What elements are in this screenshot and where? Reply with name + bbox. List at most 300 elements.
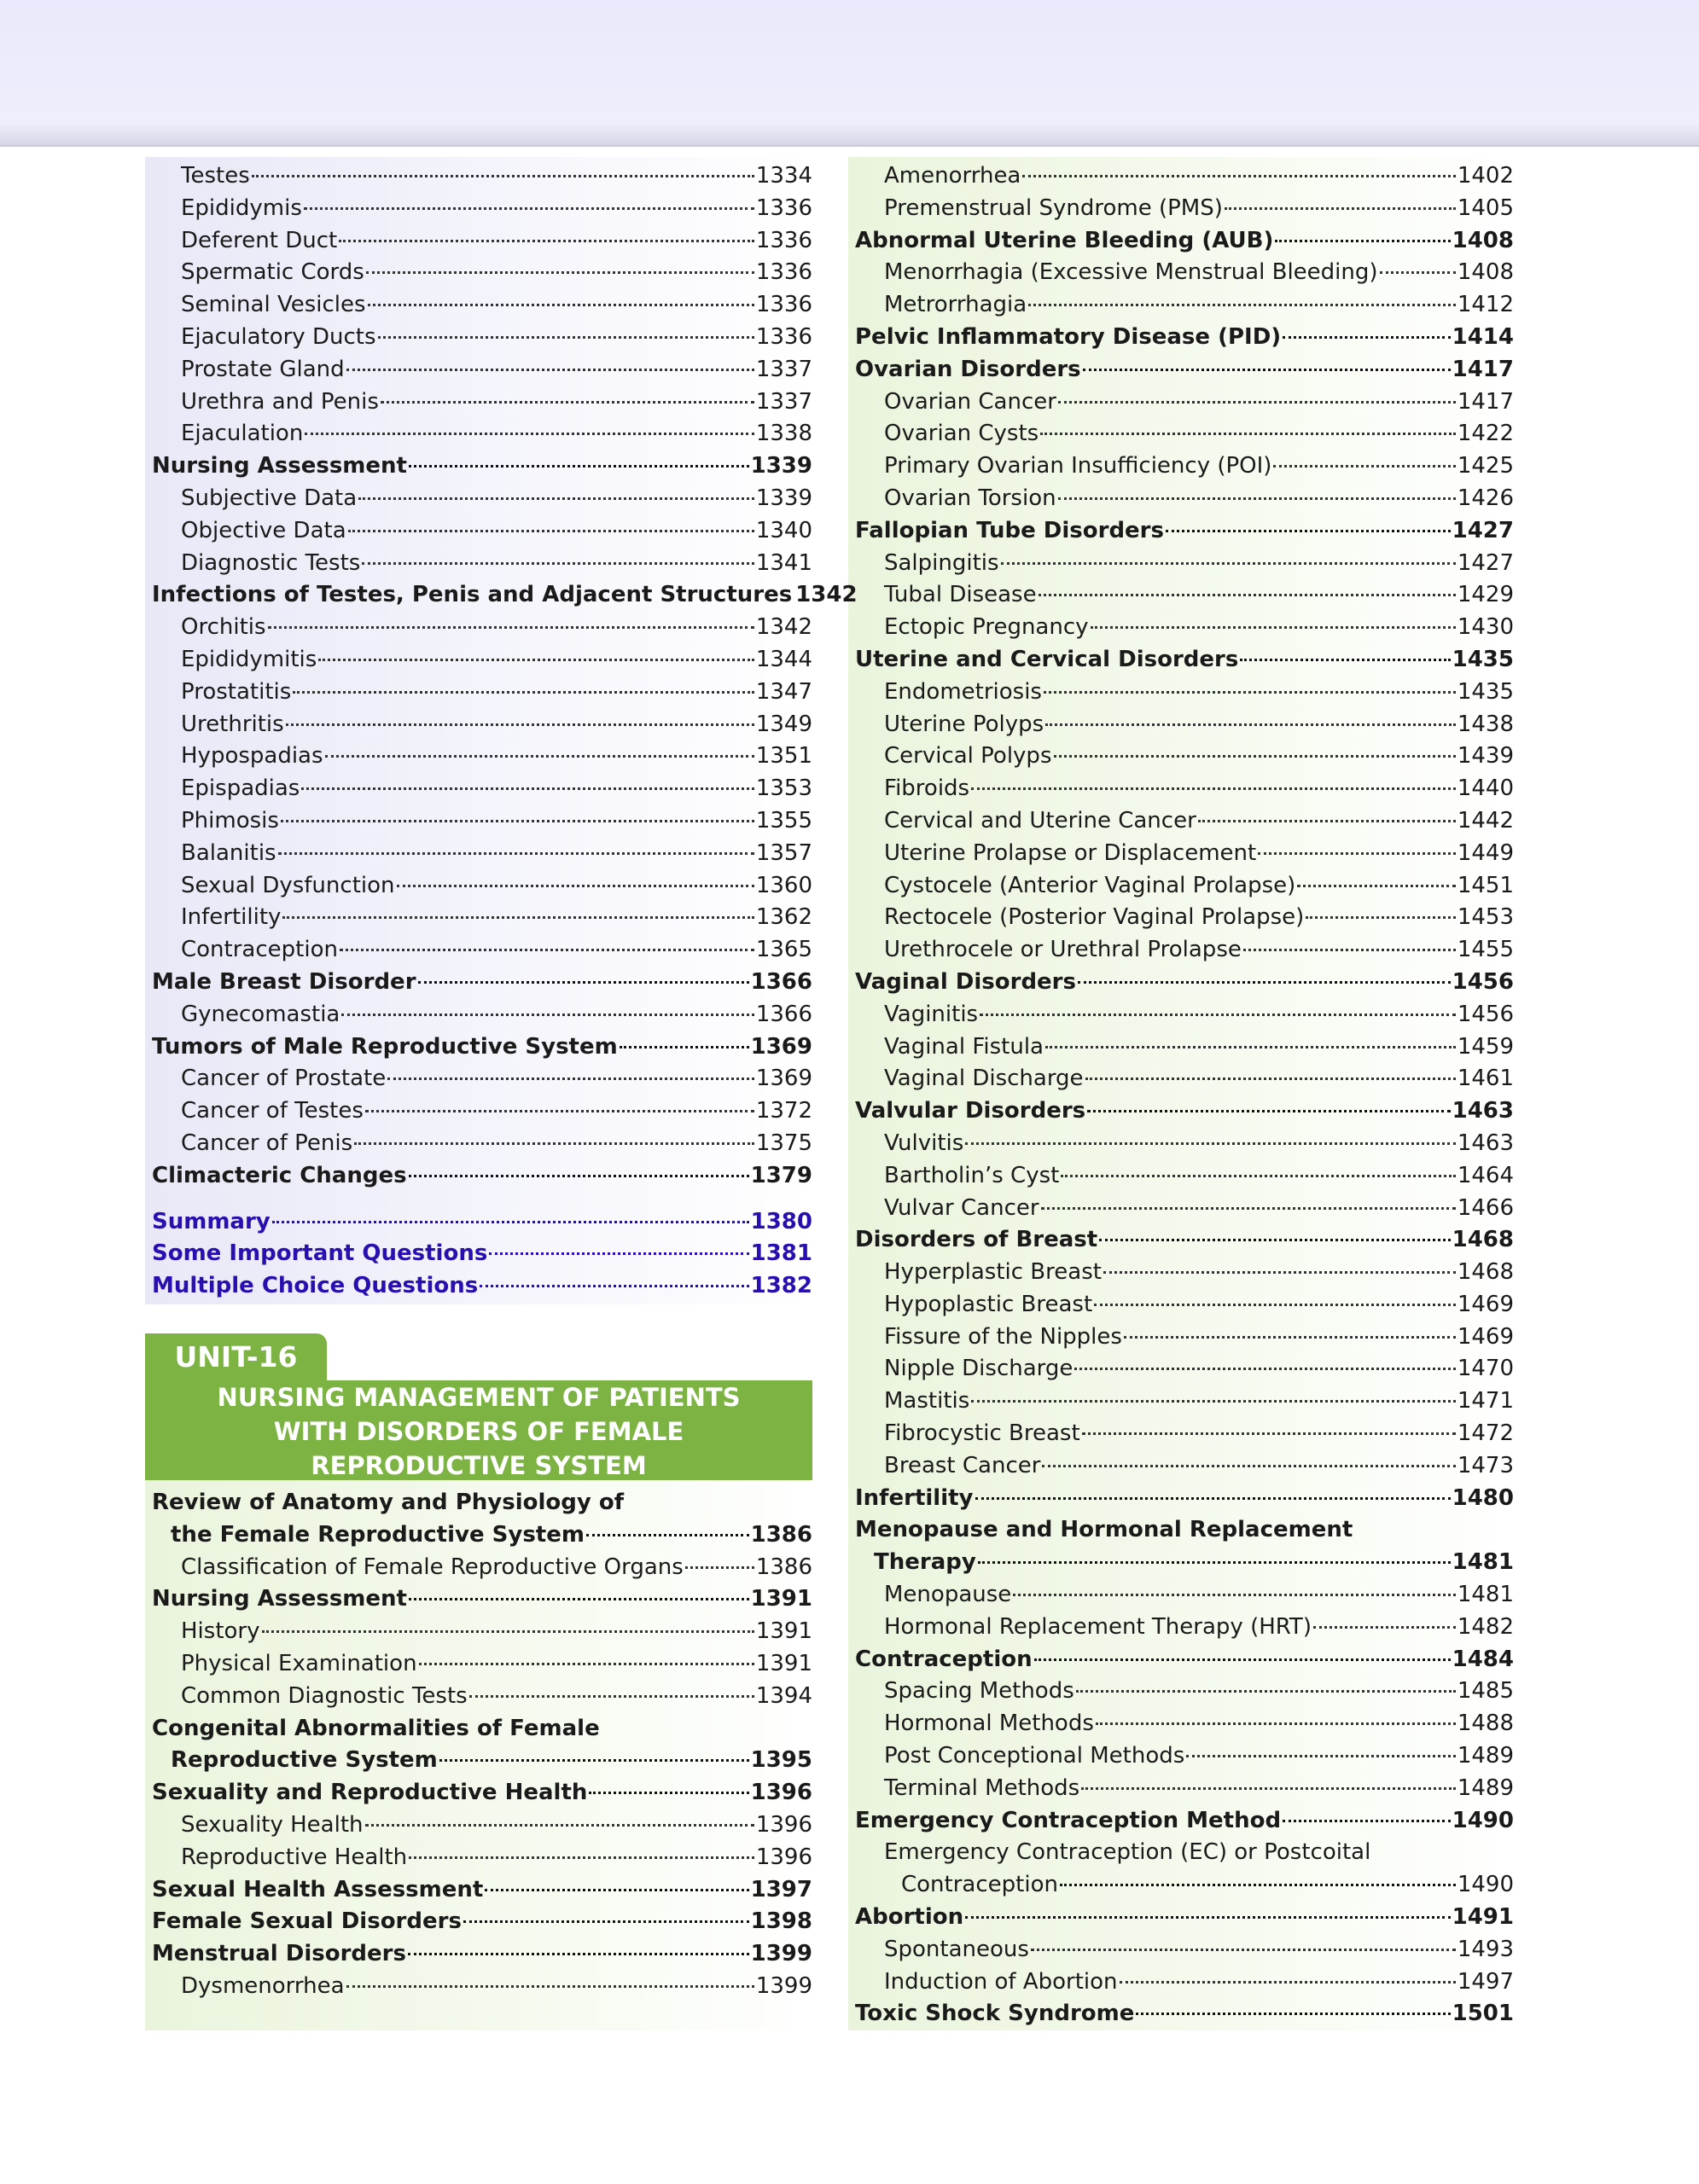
dot-leader — [409, 1856, 754, 1859]
dot-leader — [304, 207, 754, 210]
toc-entry-page: 1463 — [1452, 1098, 1514, 1124]
unit-tab: UNIT-16 — [145, 1333, 327, 1380]
toc-entry[interactable] — [145, 1128, 812, 1160]
dot-leader — [282, 916, 753, 919]
dot-leader — [1283, 1820, 1451, 1822]
dot-leader — [1061, 1175, 1456, 1177]
dot-leader — [278, 852, 754, 855]
dot-leader — [339, 240, 754, 242]
toc-entry-page: 1366 — [750, 968, 812, 995]
toc-entry[interactable] — [145, 1681, 812, 1713]
toc-entry-title: Premenstrual Syndrome (PMS) — [884, 195, 1223, 221]
toc-entry-page: 1426 — [1457, 485, 1514, 511]
toc-entry[interactable] — [848, 677, 1514, 709]
toc-entry-page: 1490 — [1452, 1807, 1514, 1833]
toc-entry-title: Salpingitis — [884, 549, 999, 576]
toc-entry[interactable] — [145, 1206, 812, 1239]
toc-entry-title: Nipple Discharge — [884, 1356, 1074, 1382]
toc-entry[interactable] — [848, 225, 1514, 258]
dot-leader — [301, 787, 753, 790]
toc-entry[interactable] — [848, 1514, 1514, 1547]
toc-entry[interactable] — [145, 1648, 812, 1681]
dot-leader — [975, 1497, 1451, 1500]
dot-leader — [409, 1175, 749, 1177]
toc-entry[interactable] — [145, 1519, 812, 1552]
toc-entry-title: Sexual Dysfunction — [181, 872, 395, 898]
toc-entry[interactable] — [145, 773, 812, 805]
toc-entry-title: Reproductive Health — [181, 1844, 408, 1870]
toc-entry-page: 1336 — [755, 292, 812, 318]
toc-entry[interactable] — [145, 289, 812, 322]
toc-entry[interactable] — [145, 677, 812, 709]
toc-entry-page: 1357 — [755, 839, 812, 866]
toc-entry[interactable] — [145, 386, 812, 419]
toc-entry-page: 1336 — [755, 323, 812, 350]
toc-entry[interactable] — [145, 838, 812, 870]
toc-entry[interactable] — [145, 1745, 812, 1777]
toc-entry-page: 1338 — [755, 421, 812, 447]
dot-leader — [1041, 1207, 1456, 1210]
dot-leader — [305, 433, 754, 435]
dot-leader — [1060, 1884, 1456, 1886]
toc-entry-page: 1336 — [755, 259, 812, 286]
toc-entry[interactable] — [145, 612, 812, 644]
toc-entry-page: 1342 — [755, 614, 812, 641]
unit-title-line: REPRODUCTIVE SYSTEM — [311, 1451, 647, 1480]
toc-entry-title: Summary — [152, 1208, 271, 1234]
toc-entry[interactable] — [145, 870, 812, 903]
toc-entry-title: Prostate Gland — [181, 356, 345, 382]
toc-entry-page: 1399 — [750, 1941, 812, 1967]
toc-entry-page: 1417 — [1457, 388, 1514, 415]
dot-leader — [365, 1110, 754, 1112]
toc-entry[interactable] — [848, 1321, 1514, 1354]
toc-entry-page: 1485 — [1457, 1678, 1514, 1705]
toc-entry[interactable] — [848, 999, 1514, 1031]
toc-entry[interactable] — [848, 1224, 1514, 1257]
toc-entry-page: 1481 — [1452, 1549, 1514, 1576]
toc-entry[interactable] — [848, 193, 1514, 225]
toc-entry-title: Post Conceptional Methods — [884, 1743, 1185, 1769]
toc-entry[interactable] — [848, 386, 1514, 419]
toc-entry-page: 1349 — [755, 711, 812, 737]
toc-entry-title: Emergency Contraception Method — [855, 1807, 1282, 1833]
toc-entry[interactable] — [145, 1063, 812, 1095]
toc-entry[interactable] — [145, 1270, 812, 1303]
toc-entry-page: 1488 — [1457, 1711, 1514, 1737]
toc-entry-title: Ejaculatory Ducts — [181, 323, 376, 350]
dot-leader — [1297, 885, 1456, 887]
toc-entry-title: Vaginitis — [884, 1001, 979, 1027]
toc-entry-title: Dysmenorrhea — [181, 1972, 345, 1999]
toc-entry[interactable] — [145, 1777, 812, 1809]
toc-entry-title: Cancer of Penis — [181, 1130, 353, 1156]
dot-leader — [1103, 1271, 1456, 1274]
toc-entry-title: Vaginal Fistula — [884, 1033, 1044, 1060]
toc-entry-page: 1422 — [1457, 421, 1514, 447]
toc-entry[interactable] — [848, 1644, 1514, 1676]
dot-leader — [1273, 465, 1455, 468]
toc-entry[interactable] — [145, 741, 812, 773]
toc-entry-page: 1397 — [750, 1876, 812, 1902]
toc-entry[interactable] — [848, 1902, 1514, 1934]
toc-entry-page: 1451 — [1457, 872, 1514, 898]
toc-entry-page: 1402 — [1457, 163, 1514, 189]
toc-entry[interactable] — [848, 579, 1514, 612]
toc-entry-page: 1342 — [795, 582, 858, 608]
toc-entry-page: 1456 — [1452, 968, 1514, 995]
toc-entry-title: Nursing Assessment — [152, 453, 407, 479]
toc-entry[interactable] — [848, 1257, 1514, 1289]
toc-entry[interactable] — [145, 515, 812, 548]
dot-leader — [268, 626, 754, 629]
toc-entry[interactable] — [848, 1805, 1514, 1838]
toc-entry-title: Hypoplastic Breast — [884, 1291, 1093, 1317]
toc-entry[interactable] — [848, 1966, 1514, 1999]
toc-entry-page: 1341 — [755, 549, 812, 576]
toc-entry[interactable] — [145, 805, 812, 838]
toc-entry[interactable] — [145, 322, 812, 354]
toc-entry-title: Objective Data — [181, 517, 346, 543]
toc-entry[interactable] — [145, 1031, 812, 1064]
toc-entry-title: Menopause — [884, 1582, 1012, 1608]
toc-entry[interactable] — [848, 1160, 1514, 1193]
toc-entry-title: Fallopian Tube Disorders — [855, 517, 1164, 543]
toc-entry-page: 1396 — [755, 1811, 812, 1838]
toc-entry-page: 1353 — [755, 775, 812, 802]
toc-entry[interactable] — [848, 612, 1514, 644]
toc-entry[interactable] — [848, 1353, 1514, 1385]
dot-leader — [1198, 820, 1456, 822]
toc-entry-title: Climacteric Changes — [152, 1162, 407, 1188]
dot-leader — [341, 1014, 753, 1016]
toc-entry[interactable] — [848, 773, 1514, 805]
toc-entry-page: 1337 — [755, 388, 812, 415]
toc-entry[interactable] — [848, 870, 1514, 903]
toc-entry[interactable] — [145, 1713, 812, 1745]
dot-leader — [1044, 691, 1456, 694]
dot-leader — [286, 723, 754, 726]
toc-entry[interactable] — [848, 1031, 1514, 1064]
dot-leader — [1094, 1304, 1456, 1306]
dot-leader — [1258, 852, 1456, 855]
toc-entry[interactable] — [848, 1740, 1514, 1773]
dot-leader — [346, 1985, 754, 1988]
toc-entry-page: 1473 — [1457, 1452, 1514, 1478]
toc-entry[interactable] — [848, 1547, 1514, 1579]
toc-entry[interactable] — [848, 709, 1514, 741]
dot-leader — [589, 1792, 748, 1794]
dot-leader — [1022, 175, 1455, 177]
toc-entry[interactable] — [848, 450, 1514, 483]
toc-entry[interactable] — [848, 1063, 1514, 1095]
dot-leader — [1045, 723, 1456, 726]
toc-entry-page: 1369 — [750, 1033, 812, 1060]
toc-entry-title: Ovarian Cancer — [884, 388, 1056, 415]
toc-entry[interactable] — [848, 1095, 1514, 1128]
toc-entry[interactable] — [145, 1938, 812, 1971]
toc-entry[interactable] — [145, 1160, 812, 1193]
toc-entry-page: 1430 — [1457, 614, 1514, 641]
toc-left-bottom-column — [145, 1487, 812, 2003]
toc-entry-title: Uterine Prolapse or Displacement — [884, 839, 1257, 866]
toc-entry-page: 1464 — [1457, 1162, 1514, 1188]
toc-entry[interactable] — [145, 1552, 812, 1584]
toc-entry-title: Emergency Contraception (EC) or Postcoital — [884, 1839, 1371, 1866]
dot-leader — [1031, 1949, 1456, 1951]
toc-entry-page: 1417 — [1452, 356, 1514, 382]
toc-entry[interactable] — [848, 741, 1514, 773]
toc-entry-title: Metrorrhagia — [884, 292, 1027, 318]
toc-entry[interactable] — [145, 902, 812, 934]
toc-entry[interactable] — [848, 548, 1514, 580]
toc-entry[interactable] — [848, 257, 1514, 289]
dot-leader — [978, 1561, 1451, 1564]
toc-entry-page: 1398 — [750, 1908, 812, 1935]
toc-entry[interactable] — [145, 1095, 812, 1128]
toc-entry[interactable] — [848, 1128, 1514, 1160]
toc-entry[interactable] — [848, 1579, 1514, 1612]
toc-entry-title: Cancer of Testes — [181, 1098, 364, 1124]
toc-entry[interactable] — [145, 257, 812, 289]
dot-leader — [1085, 1077, 1456, 1080]
toc-entry-page: 1425 — [1457, 453, 1514, 479]
dot-leader — [378, 336, 754, 339]
toc-entry-title: Phimosis — [181, 807, 279, 834]
toc-entry[interactable] — [848, 1483, 1514, 1515]
dot-leader — [262, 1630, 754, 1633]
toc-entry-page: 1396 — [755, 1844, 812, 1870]
toc-entry[interactable] — [848, 1869, 1514, 1902]
dot-leader — [439, 1759, 749, 1762]
toc-entry[interactable] — [145, 193, 812, 225]
toc-entry-title: Infertility — [855, 1484, 974, 1511]
dot-leader — [1120, 1981, 1456, 1984]
toc-entry[interactable] — [848, 354, 1514, 386]
toc-entry[interactable] — [848, 1837, 1514, 1869]
dot-leader — [408, 1953, 749, 1955]
dot-leader — [1058, 497, 1456, 500]
toc-entry-page: 1490 — [1457, 1872, 1514, 1898]
toc-entry[interactable] — [848, 1289, 1514, 1321]
page-header-band — [0, 0, 1699, 147]
dot-leader — [368, 304, 754, 306]
toc-entry-page: 1429 — [1457, 582, 1514, 608]
dot-leader — [409, 1598, 749, 1600]
toc-entry-title: Infections of Testes, Penis and Adjacent Structures — [152, 582, 793, 608]
toc-entry[interactable] — [145, 709, 812, 741]
toc-entry-page: 1339 — [750, 453, 812, 479]
toc-entry[interactable] — [145, 1874, 812, 1907]
toc-entry-title: Cervical Polyps — [884, 743, 1052, 770]
dot-leader — [419, 1663, 754, 1665]
toc-entry-title: Hypospadias — [181, 743, 323, 770]
toc-entry[interactable] — [848, 1385, 1514, 1418]
toc-entry[interactable] — [145, 644, 812, 677]
toc-entry-page: 1414 — [1452, 323, 1514, 350]
dot-leader — [366, 271, 754, 274]
toc-entry-title: Fibrocystic Breast — [884, 1420, 1080, 1447]
dot-leader — [346, 369, 754, 371]
toc-entry[interactable] — [848, 902, 1514, 934]
toc-entry[interactable] — [848, 805, 1514, 838]
toc-list-female-part2 — [848, 160, 1514, 2030]
toc-entry[interactable] — [145, 579, 858, 612]
toc-entry[interactable] — [145, 450, 812, 483]
dot-leader — [1087, 1110, 1450, 1112]
toc-entry-title: Male Breast Disorder — [152, 968, 416, 995]
toc-entry-title: Balanitis — [181, 839, 276, 866]
toc-entry-title: Nursing Assessment — [152, 1586, 407, 1612]
toc-entry-title: Toxic Shock Syndrome — [855, 2001, 1135, 2027]
toc-entry[interactable] — [145, 418, 812, 450]
toc-entry[interactable] — [145, 1971, 812, 2003]
toc-entry[interactable] — [145, 548, 812, 580]
toc-entry-title: Fibroids — [884, 775, 970, 802]
toc-entry-title: Cancer of Prostate — [181, 1066, 387, 1092]
toc-entry-page: 1480 — [1452, 1484, 1514, 1511]
toc-entry-page: 1366 — [755, 1001, 812, 1027]
toc-entry-title: Contraception — [855, 1646, 1033, 1672]
toc-entry-page: 1461 — [1457, 1066, 1514, 1092]
toc-entry-title: Urethritis — [181, 711, 284, 737]
toc-entry-page: 1360 — [755, 872, 812, 898]
toc-entry-title: Reproductive System — [171, 1747, 438, 1774]
dot-leader — [1380, 271, 1456, 274]
dot-leader — [1124, 1336, 1456, 1339]
toc-entry-title: Epididymis — [181, 195, 302, 221]
toc-entry-title: Orchitis — [181, 614, 266, 641]
toc-entry-title: Tubal Disease — [884, 582, 1037, 608]
toc-entry[interactable] — [145, 1842, 812, 1874]
toc-entry-page: 1362 — [755, 904, 812, 931]
toc-entry[interactable] — [848, 1612, 1514, 1644]
dot-leader — [362, 562, 753, 565]
toc-entry-page: 1405 — [1457, 195, 1514, 221]
toc-entry-title: Amenorrhea — [884, 163, 1021, 189]
dot-leader — [1076, 1690, 1456, 1693]
dot-leader — [1166, 530, 1451, 532]
toc-list-male — [145, 160, 858, 1193]
unit-title-line: NURSING MANAGEMENT OF PATIENTS — [217, 1383, 741, 1412]
dot-leader — [293, 691, 754, 694]
dot-leader — [1054, 755, 1456, 758]
toc-entry-page: 1466 — [1457, 1194, 1514, 1221]
toc-entry[interactable] — [145, 1906, 812, 1938]
toc-entry[interactable] — [848, 1998, 1514, 2030]
dot-leader — [397, 885, 754, 887]
dot-leader — [463, 1920, 749, 1923]
toc-entry[interactable] — [145, 934, 812, 967]
toc-entry-title: Sexuality and Reproductive Health — [152, 1780, 588, 1806]
toc-entry-title: Spermatic Cords — [181, 259, 364, 286]
toc-entry[interactable] — [145, 1583, 812, 1616]
toc-entry-page: 1339 — [755, 485, 812, 511]
toc-entry-page: 1491 — [1452, 1904, 1514, 1931]
toc-entry-page: 1489 — [1457, 1743, 1514, 1769]
toc-entry-title: Endometriosis — [884, 678, 1042, 705]
toc-entry-page: 1438 — [1457, 711, 1514, 737]
toc-entry-title: Therapy — [874, 1549, 976, 1576]
toc-entry[interactable] — [145, 967, 812, 999]
toc-entry[interactable] — [848, 1676, 1514, 1708]
toc-entry-title: Vulvar Cancer — [884, 1194, 1039, 1221]
toc-entry[interactable] — [848, 160, 1514, 193]
toc-entry-page: 1365 — [755, 937, 812, 963]
toc-entry-title: Induction of Abortion — [884, 1968, 1118, 1995]
toc-entry-page: 1412 — [1457, 292, 1514, 318]
dot-leader — [1240, 659, 1450, 661]
toc-entry-title: Menstrual Disorders — [152, 1941, 406, 1967]
dot-leader — [1074, 1368, 1455, 1370]
toc-entry-page: 1456 — [1457, 1001, 1514, 1027]
toc-entry[interactable] — [145, 1809, 812, 1842]
toc-entry-title: Some Important Questions — [152, 1240, 488, 1267]
toc-entry-title: Ovarian Disorders — [855, 356, 1081, 382]
toc-right-column — [848, 160, 1514, 2030]
toc-entry[interactable] — [848, 418, 1514, 450]
dot-leader — [1096, 1722, 1456, 1725]
toc-entry[interactable] — [145, 999, 812, 1031]
dot-leader — [358, 497, 754, 500]
dot-leader — [348, 530, 754, 532]
toc-entry[interactable] — [848, 1773, 1514, 1805]
toc-entry[interactable] — [848, 934, 1514, 967]
toc-entry-title: Gynecomastia — [181, 1001, 340, 1027]
toc-entry-title: Female Sexual Disorders — [152, 1908, 462, 1935]
toc-entry[interactable] — [848, 483, 1514, 515]
toc-entry[interactable] — [848, 967, 1514, 999]
toc-entry-page: 1369 — [755, 1066, 812, 1092]
toc-entry[interactable] — [145, 483, 812, 515]
toc-entry[interactable] — [145, 1238, 812, 1270]
toc-entry[interactable] — [848, 515, 1514, 548]
toc-entry-page: 1469 — [1457, 1323, 1514, 1350]
toc-entry[interactable] — [145, 354, 812, 386]
dot-leader — [272, 1221, 749, 1223]
dot-leader — [971, 787, 1456, 790]
dot-leader — [965, 1142, 1456, 1145]
toc-entry-title: Subjective Data — [181, 485, 358, 511]
toc-entry-title: Valvular Disorders — [855, 1098, 1086, 1124]
toc-entry-title: Menopause and Hormonal Replacement — [855, 1517, 1353, 1543]
dot-leader — [1283, 336, 1450, 339]
toc-entry-title: Tumors of Male Reproductive System — [152, 1033, 618, 1060]
dot-leader — [1275, 240, 1450, 242]
toc-entry-title: Abortion — [855, 1904, 964, 1931]
unit-title-banner — [145, 1380, 812, 1480]
toc-entry[interactable] — [848, 1193, 1514, 1225]
toc-entry[interactable] — [848, 644, 1514, 677]
toc-entry[interactable] — [848, 1450, 1514, 1483]
toc-entry[interactable] — [145, 1616, 812, 1648]
dot-leader — [1001, 562, 1456, 565]
toc-entry[interactable] — [145, 160, 812, 193]
toc-entry[interactable] — [145, 1487, 812, 1519]
toc-entry-title: Sexual Health Assessment — [152, 1876, 484, 1902]
toc-entry[interactable] — [848, 1418, 1514, 1450]
toc-entry-title: Physical Examination — [181, 1650, 417, 1676]
toc-entry[interactable] — [848, 289, 1514, 322]
toc-entry[interactable] — [848, 838, 1514, 870]
toc-entry[interactable] — [848, 1934, 1514, 1966]
toc-entry[interactable] — [848, 1708, 1514, 1740]
toc-entry[interactable] — [145, 225, 812, 258]
toc-entry[interactable] — [848, 322, 1514, 354]
toc-entry-page: 1463 — [1457, 1130, 1514, 1156]
dot-leader — [1081, 1787, 1456, 1790]
toc-entry-title: Urethra and Penis — [181, 388, 379, 415]
